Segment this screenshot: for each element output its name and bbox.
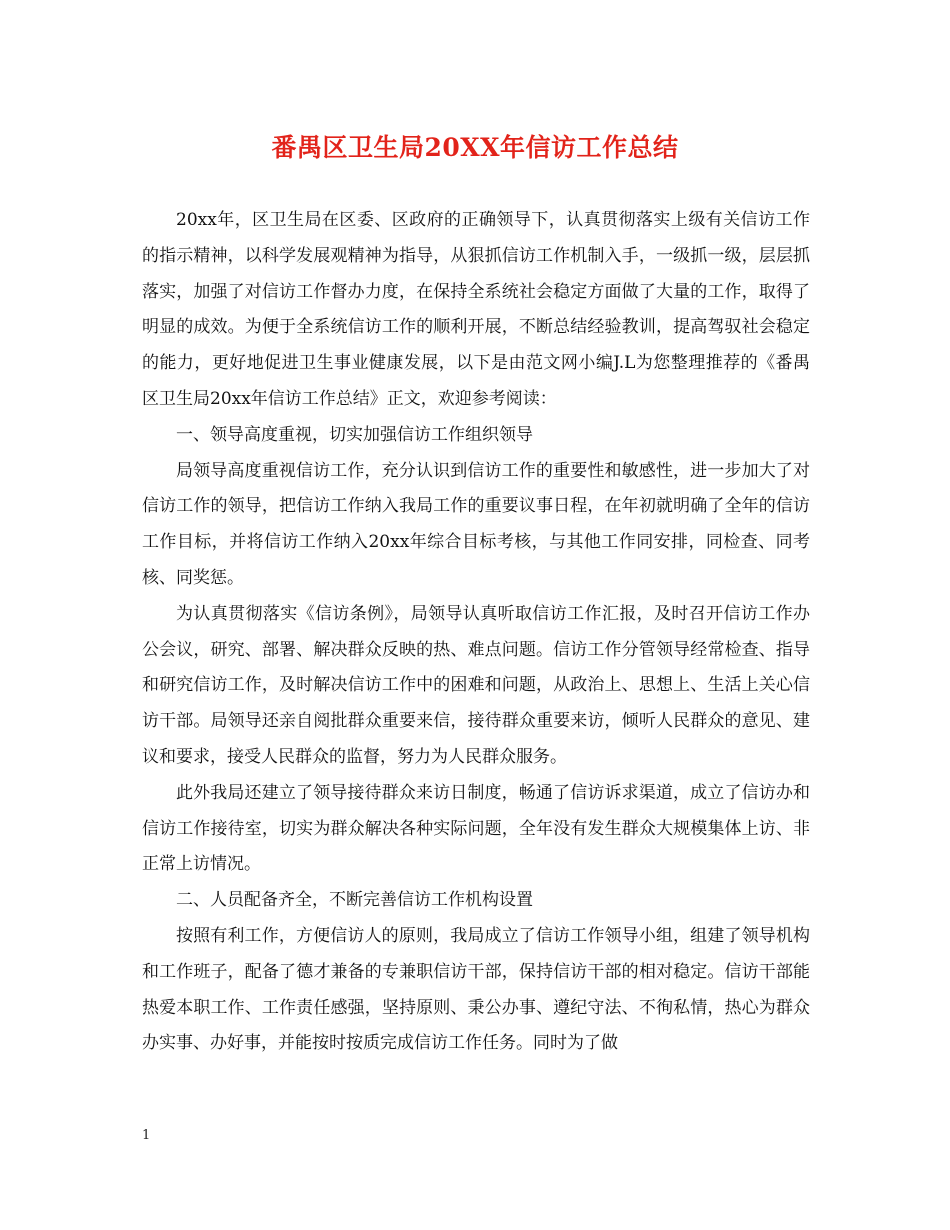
intro-paragraph: 20xx年，区卫生局在区委、区政府的正确领导下，认真贯彻落实上级有关信访工作的指示精神，以科学发展观精神为指导，从狠抓信访工作机制入手，一级抓一级，层层抓落实，加强了对信访工作督办力度，在保持全系统社会稳定方面做了大量的工作，取得了明显的成效。为便于全系统信访工作的顺利开展，不断总结经验教训，提高驾驭社会稳定的能力，更好地促进卫生事业健康发展，以下是由范文网小编J.L为您整理推荐的《番禺区卫生局20xx年信访工作总结》正文，欢迎参考阅读：	[142, 210, 810, 409]
document-body	[142, 203, 810, 1062]
body-paragraph: 局领导高度重视信访工作，充分认识到信访工作的重要性和敏感性，进一步加大了对信访工作的领导，把信访工作纳入我局工作的重要议事日程，在年初就明确了全年的信访工作目标，并将信访工作纳入20xx年综合目标考核，与其他工作同安排，同检查、同考核、同奖惩。	[142, 460, 810, 588]
document-title: 番禺区卫生局20XX年信访工作总结	[271, 133, 679, 162]
section-heading-1: 一、领导高度重视，切实加强信访工作组织领导	[176, 424, 533, 445]
page-number: 1	[142, 1128, 151, 1143]
body-paragraph: 此外我局还建立了领导接待群众来访日制度，畅通了信访诉求渠道，成立了信访办和信访工作接待室，切实为群众解决各种实际问题，全年没有发生群众大规模集体上访、非正常上访情况。	[142, 782, 810, 875]
body-paragraph: 按照有利工作，方便信访人的原则，我局成立了信访工作领导小组，组建了领导机构和工作班子，配备了德才兼备的专兼职信访干部，保持信访干部的相对稳定。信访干部能热爱本职工作、工作责任感强，坚持原则、秉公办事、遵纪守法、不徇私情，热心为群众办实事、办好事，并能按时按质完成信访工作任务。同时为了做	[142, 925, 810, 1054]
section-heading-2: 二、人员配备齐全，不断完善信访工作机构设置	[176, 890, 533, 911]
body-paragraph: 为认真贯彻落实《信访条例》，局领导认真听取信访工作汇报，及时召开信访工作办公会议，研究、部署、解决群众反映的热、难点问题。信访工作分管领导经常检查、指导和研究信访工作，及时解决信访工作中的困难和问题，从政治上、思想上、生活上关心信访干部。局领导还亲自阅批群众重要来信，接待群众重要来访，倾听人民群众的意见、建议和要求，接受人民群众的监督，努力为人民群众服务。	[142, 603, 810, 767]
